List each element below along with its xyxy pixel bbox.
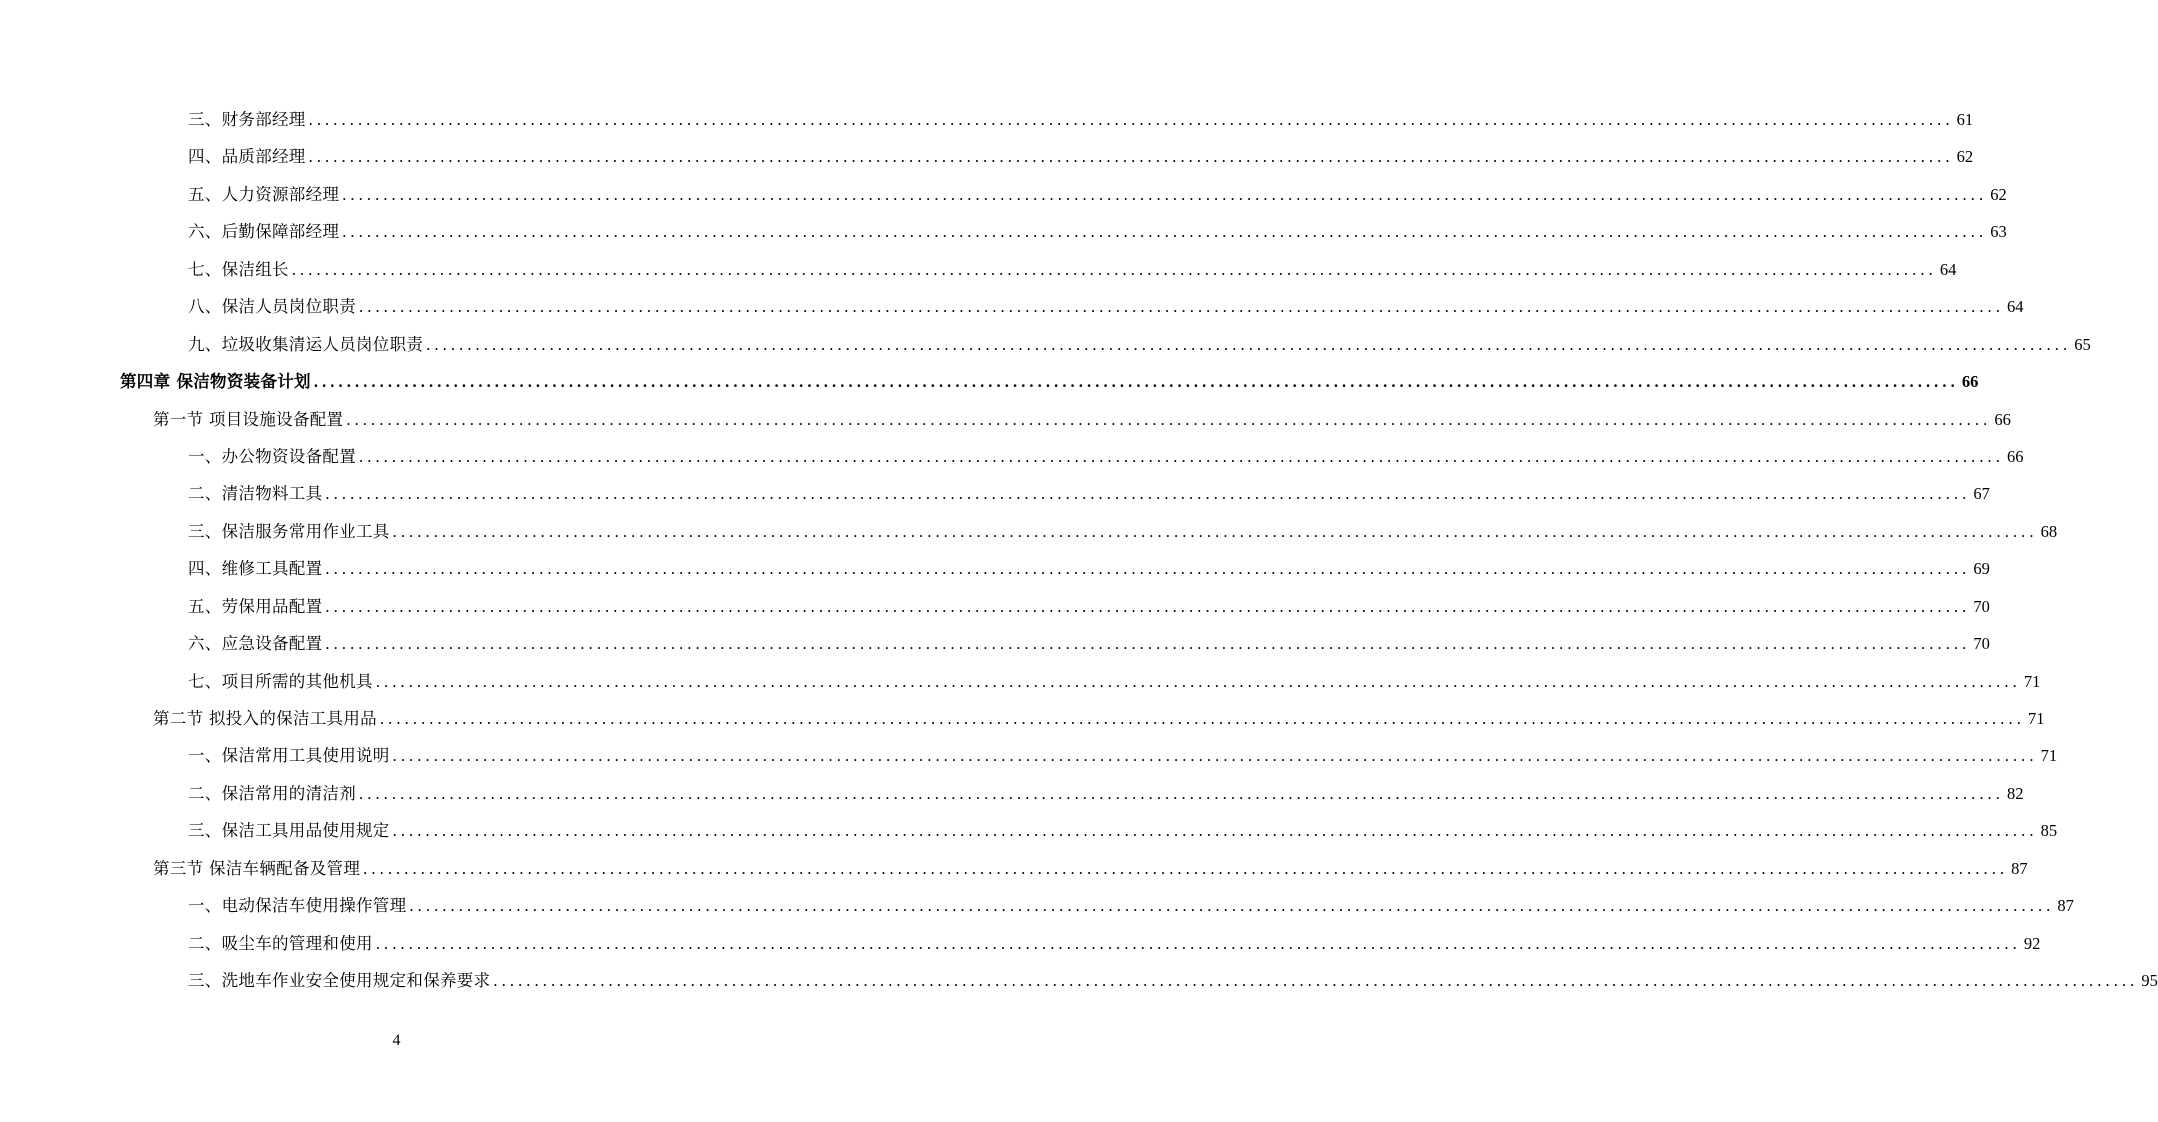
toc-entry-page: 87: [2011, 858, 2028, 878]
toc-entry[interactable]: [0, 625, 1990, 662]
toc-entry-page: 71: [2040, 746, 2058, 766]
toc-entry[interactable]: [0, 251, 1957, 288]
toc-entry-page: 64: [2007, 297, 2024, 317]
toc-entry[interactable]: [0, 962, 2158, 999]
toc-entry[interactable]: [0, 213, 2007, 250]
dot-leader: ........................................................................................................................................................................................................: [359, 446, 2004, 466]
toc-entry-page: 70: [1973, 634, 1990, 654]
toc-entry-title: 九、垃圾收集清运人员岗位职责: [188, 334, 424, 354]
toc-entry-title: 一、办公物资设备配置: [188, 446, 356, 466]
dot-leader: ........................................................................................................................................................................................................: [379, 709, 2025, 728]
toc-entry-title: 八、保洁人员岗位职责: [188, 297, 356, 317]
toc-entry-title: 六、后勤保障部经理: [188, 222, 340, 242]
dot-leader: ........................................................................................................................................................................................................: [342, 184, 1988, 204]
toc-entry-page: 85: [2040, 821, 2058, 841]
toc-entry-title: 五、人力资源部经理: [188, 184, 340, 204]
toc-entry-title: 三、保洁工具用品使用规定: [188, 821, 390, 841]
dot-leader: ........................................................................................................................................................................................................: [363, 858, 2009, 878]
toc-entry[interactable]: [0, 288, 2024, 325]
toc-entry-title: 三、洗地车作业安全使用规定和保养要求: [188, 971, 491, 991]
toc-entry-title: 第三节 保洁车辆配备及管理: [153, 858, 361, 878]
toc-entry-title: 三、保洁服务常用作业工具: [188, 521, 390, 541]
toc-entry-page: 69: [1973, 559, 1990, 579]
toc-entry[interactable]: [0, 887, 2074, 924]
toc-entry[interactable]: [0, 775, 2024, 812]
toc-entry-page: 92: [2023, 933, 2041, 953]
toc-entry-page: 64: [1939, 259, 1957, 279]
dot-leader: ........................................................................................................................................................................................................: [291, 259, 1937, 279]
toc-entry-title: 第二节 拟投入的保洁工具用品: [153, 709, 377, 728]
toc-entry-page: 66: [2007, 446, 2024, 466]
toc-entry-page: 71: [2023, 671, 2041, 691]
toc-entry-title: 五、劳保用品配置: [188, 596, 323, 616]
toc-entry[interactable]: [0, 700, 2045, 737]
dot-leader: ........................................................................................................................................................................................................: [375, 933, 2021, 953]
dot-leader: ........................................................................................................................................................................................................: [313, 372, 1959, 392]
toc-entry-title: 三、财务部经理: [188, 110, 306, 129]
toc-entry-page: 70: [1973, 596, 1990, 616]
toc-entry-page: 82: [2007, 783, 2024, 803]
dot-leader: ........................................................................................................................................................................................................: [392, 521, 2038, 541]
toc-entry[interactable]: [0, 326, 2091, 363]
toc-entry-page: 61: [1956, 110, 1974, 129]
toc-entry[interactable]: [0, 475, 1990, 512]
dot-leader: ........................................................................................................................................................................................................: [325, 484, 1971, 504]
toc-entry-page: 71: [2027, 709, 2045, 728]
toc-entry-page: 62: [1956, 147, 1974, 167]
toc-entry[interactable]: [0, 438, 2024, 475]
toc-entry-page: 95: [2141, 971, 2158, 991]
toc-entry[interactable]: [0, 401, 2011, 438]
dot-leader: ........................................................................................................................................................................................................: [359, 297, 2004, 317]
toc-entry[interactable]: [0, 737, 2058, 774]
dot-leader: ........................................................................................................................................................................................................: [308, 147, 1954, 167]
toc-entry-page: 65: [2074, 334, 2091, 354]
toc-entry-title: 第一节 项目设施设备配置: [153, 409, 344, 429]
toc-entry-title: 一、电动保洁车使用操作管理: [188, 896, 407, 916]
dot-leader: ........................................................................................................................................................................................................: [325, 634, 1971, 654]
toc-entry-page: 66: [1961, 372, 1979, 392]
toc-entry-page: 67: [1973, 484, 1990, 504]
dot-leader: ........................................................................................................................................................................................................: [375, 671, 2021, 691]
toc-entry[interactable]: [0, 550, 1990, 587]
toc-entry-title: 二、吸尘车的管理和使用: [188, 933, 373, 953]
toc-entry[interactable]: [0, 588, 1990, 625]
toc-entry-title: 一、保洁常用工具使用说明: [188, 746, 390, 766]
toc-entry-page: 63: [1990, 222, 2007, 242]
toc-entry-page: 68: [2040, 521, 2058, 541]
toc-entry[interactable]: [0, 850, 2028, 887]
dot-leader: ........................................................................................................................................................................................................: [346, 409, 1992, 429]
toc-entry-title: 第四章 保洁物资装备计划: [120, 372, 311, 392]
table-of-contents: [0, 101, 2158, 1000]
toc-entry-title: 七、项目所需的其他机具: [188, 671, 373, 691]
dot-leader: ........................................................................................................................................................................................................: [493, 971, 2139, 991]
dot-leader: ........................................................................................................................................................................................................: [359, 783, 2004, 803]
dot-leader: ........................................................................................................................................................................................................: [325, 559, 1971, 579]
toc-entry-title: 二、清洁物料工具: [188, 484, 323, 504]
toc-entry-title: 四、维修工具配置: [188, 559, 323, 579]
toc-entry[interactable]: [0, 176, 2007, 213]
toc-entry[interactable]: [0, 101, 1974, 138]
dot-leader: ........................................................................................................................................................................................................: [342, 222, 1988, 242]
dot-leader: ........................................................................................................................................................................................................: [325, 596, 1971, 616]
toc-entry-page: 87: [2057, 896, 2074, 916]
toc-entry[interactable]: [0, 925, 2041, 962]
toc-entry-title: 四、品质部经理: [188, 147, 306, 167]
dot-leader: ........................................................................................................................................................................................................: [308, 110, 1954, 129]
toc-entry-title: 七、保洁组长: [188, 259, 289, 279]
toc-entry-title: 二、保洁常用的清洁剂: [188, 783, 356, 803]
toc-entry[interactable]: [0, 513, 2058, 550]
toc-entry[interactable]: [0, 363, 1979, 400]
page-number: 4: [392, 1032, 401, 1049]
toc-entry[interactable]: [0, 812, 2058, 849]
toc-entry-title: 六、应急设备配置: [188, 634, 323, 654]
toc-entry-page: 62: [1990, 184, 2007, 204]
dot-leader: ........................................................................................................................................................................................................: [392, 821, 2038, 841]
dot-leader: ........................................................................................................................................................................................................: [409, 896, 2055, 916]
toc-entry-page: 66: [1994, 409, 2011, 429]
toc-entry[interactable]: [0, 663, 2041, 700]
toc-entry[interactable]: [0, 138, 1974, 175]
dot-leader: ........................................................................................................................................................................................................: [392, 746, 2038, 766]
dot-leader: ........................................................................................................................................................................................................: [426, 334, 2072, 354]
